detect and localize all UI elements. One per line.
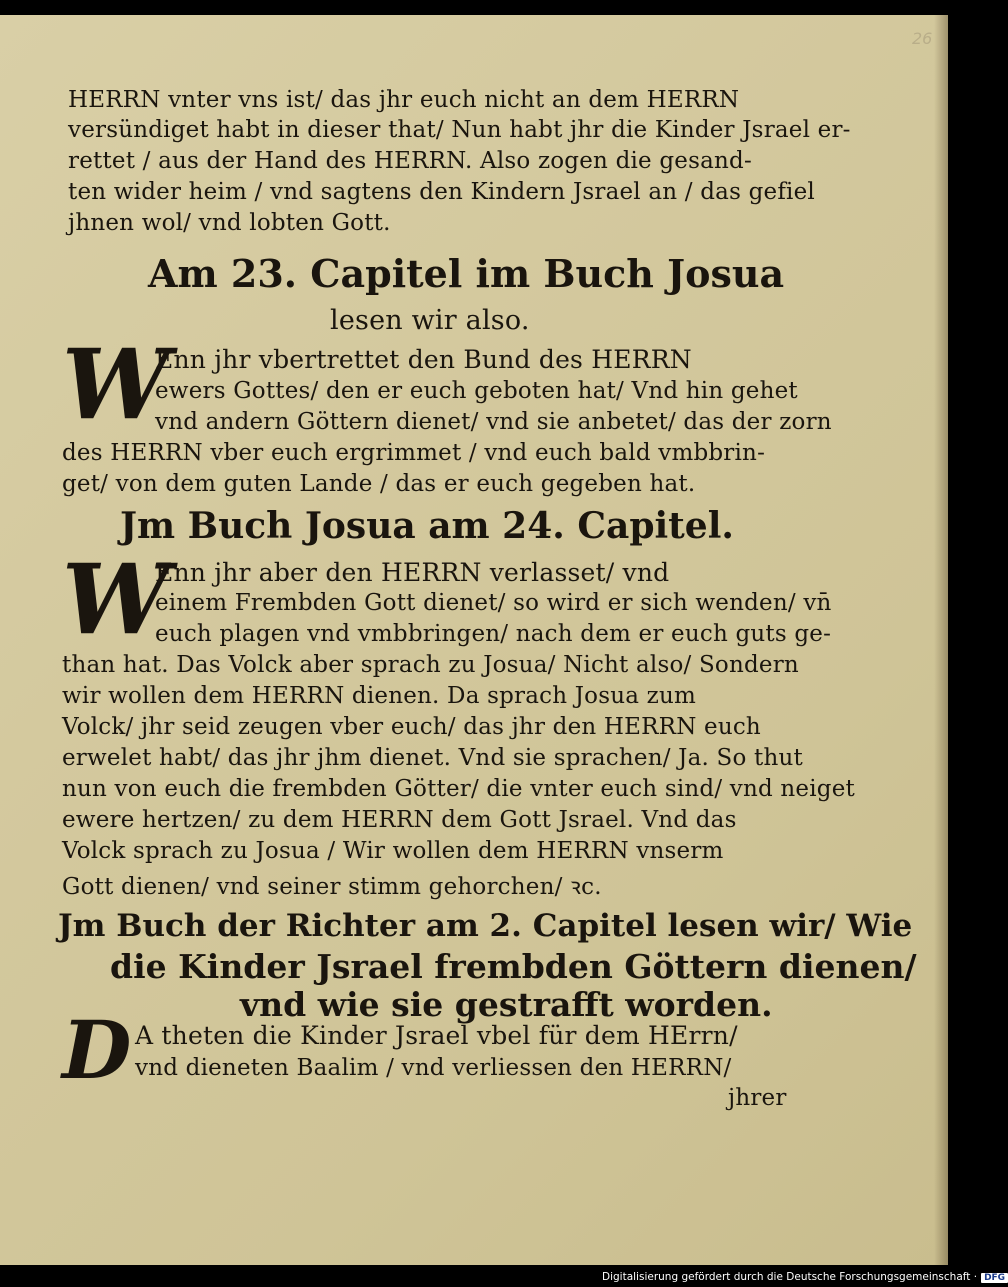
text-line: ewere hertzen/ zu dem HERRN dem Gott Jsrael. Vnd das [62,807,737,833]
text-line: ewers Gottes/ den er euch geboten hat/ Vnd hin gehet [155,378,798,404]
section-subheading: lesen wir also. [330,305,530,336]
text-line: A theten die Kinder Jsrael vbel für dem HErrn/ [135,1021,738,1050]
catchword: jhrer [728,1085,787,1111]
scanned-page [0,15,948,1265]
text-line: erwelet habt/ das jhr jhm dienet. Vnd sie sprachen/ Ja. So thut [62,745,803,771]
text-line: Enn jhr aber den HERRN verlasset/ vnd [155,558,670,587]
text-line: Volck sprach zu Josua / Wir wollen dem HERRN vnserm [62,838,724,864]
decorated-initial: W [62,328,170,441]
footer-text: Digitalisierung gefördert durch die Deutsche Forschungsgemeinschaft · [602,1271,978,1283]
dfg-logo: DFG [981,1273,1008,1283]
text-line: rettet / aus der Hand des HERRN. Also zogen die gesand- [68,148,752,174]
text-line: euch plagen vnd vmbbringen/ nach dem er euch guts ge- [155,621,832,647]
text-line: Enn jhr vbertrettet den Bund des HERRN [155,345,692,374]
text-line: get/ von dem guten Lande / das er euch gegeben hat. [62,471,696,497]
decorated-initial: D [62,1003,132,1097]
section-heading: Jm Buch Josua am 24. Capitel. [120,505,734,547]
section-heading: die Kinder Jsrael frembden Göttern dienen/ [110,947,917,986]
folio-number: 26 [912,29,933,48]
section-heading: Jm Buch der Richter am 2. Capitel lesen wir/ Wie [58,908,913,944]
text-line: HERRN vnter vns ist/ das jhr euch nicht an dem HERRN [68,87,740,113]
section-heading: Am 23. Capitel im Buch Josua [148,251,785,296]
text-line: jhnen wol/ vnd lobten Gott. [68,210,391,236]
text-line: nun von euch die frembden Götter/ die vnter euch sind/ vnd neiget [62,776,855,802]
text-line: des HERRN vber euch ergrimmet / vnd euch bald vmbbrin- [62,440,766,466]
funding-footer [602,1271,1008,1285]
text-line: einem Frembden Gott dienet/ so wird er sich wenden/ vn̄ [155,590,832,616]
text-line: wir wollen dem HERRN dienen. Da sprach Josua zum [62,683,697,709]
text-line: than hat. Das Volck aber sprach zu Josua/ Nicht also/ Sondern [62,652,799,678]
text-line: vnd andern Göttern dienet/ vnd sie anbetet/ das der zorn [155,409,832,435]
text-line: versündiget habt in dieser that/ Nun habt jhr die Kinder Jsrael er- [68,117,851,143]
text-line: vnd dieneten Baalim / vnd verliessen den HERRN/ [135,1055,732,1081]
section-heading: vnd wie sie gestrafft worden. [240,985,773,1024]
text-line: Gott dienen/ vnd seiner stimm gehorchen/ ꝛc. [62,874,602,900]
text-line: Volck/ jhr seid zeugen vber euch/ das jhr den HERRN euch [62,714,761,740]
decorated-initial: W [62,543,170,656]
text-line: ten wider heim / vnd sagtens den Kindern Jsrael an / das gefiel [68,179,815,205]
